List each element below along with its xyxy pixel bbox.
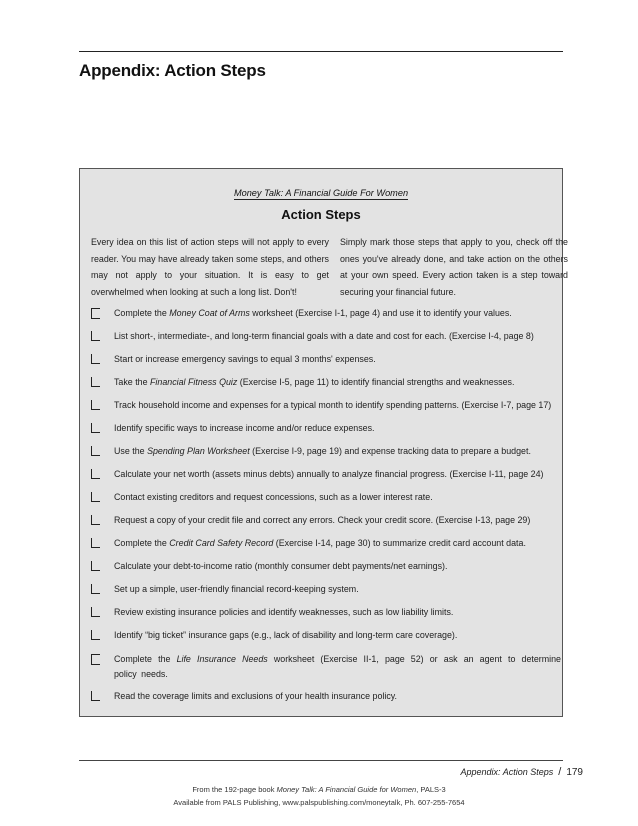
step-item: Complete the Life Insurance Needs worksheet (Exercise II-1, page 52) or ask an agent to determine policy needs. [91,652,561,682]
checkbox-icon[interactable] [91,515,100,525]
checkbox-icon[interactable] [91,630,100,640]
step-item: List short-, intermediate-, and long-term financial goals with a date and cost for each. (Exercise I-4, page 8) [91,329,561,344]
intro-left: Every idea on this list of action steps will not apply to every reader. You may have already taken some steps, and others may not apply to your situation. It is easy to get overwhelmed when looking at such a long list. Don't! [91,237,329,297]
step-item: Take the Financial Fitness Quiz (Exercise I-5, page 11) to identify financial strengths and weaknesses. [91,375,561,390]
footer-separator: / [558,766,562,778]
step-item: Request a copy of your credit file and correct any errors. Check your credit score. (Exercise I-13, page 29) [91,513,561,528]
running-footer [461,766,583,778]
availability-line: Available from PALS Publishing, www.palspublishing.com/moneytalk, Ph. 607-255-7654 [173,798,465,807]
checkbox-icon[interactable] [91,331,100,341]
step-item: Review existing insurance policies and identify weaknesses, such as low liability limits. [91,605,561,620]
step-item: Start or increase emergency savings to equal 3 months' expenses. [91,352,561,367]
panel-heading: Action Steps [281,207,361,222]
source-line: From the 192-page book Money Talk: A Financial Guide for Women, PALS-3 [192,785,446,794]
checkbox-icon[interactable] [91,492,100,502]
checkbox-icon[interactable] [91,423,100,433]
panel-subtitle: Money Talk: A Financial Guide For Women [233,188,409,198]
checkbox-icon[interactable] [91,377,100,387]
top-rule [79,51,563,52]
page-title: Appendix: Action Steps [79,61,266,80]
checkbox-icon[interactable] [91,446,100,456]
checkbox-icon[interactable] [91,308,100,319]
step-item: Set up a simple, user-friendly financial record-keeping system. [91,582,561,597]
step-item: Track household income and expenses for a typical month to identify spending patterns. (Exercise I-7, page 17) [91,398,561,413]
step-item: Contact existing creditors and request concessions, such as a lower interest rate. [91,490,561,505]
running-title: Appendix: Action Steps [460,767,554,777]
checkbox-icon[interactable] [91,654,100,665]
checkbox-icon[interactable] [91,400,100,410]
checkbox-icon[interactable] [91,354,100,364]
step-item: Read the coverage limits and exclusions of your health insurance policy. [91,689,561,704]
checkbox-icon[interactable] [91,469,100,479]
step-item: Identify specific ways to increase income and/or reduce expenses. [91,421,561,436]
step-item: Complete the Credit Card Safety Record (Exercise I-14, page 30) to summarize credit card account data. [91,536,561,551]
checkbox-icon[interactable] [91,561,100,571]
intro-right: Simply mark those steps that apply to you, check off the ones you've already done, and take action on the others at your own speed. Every action taken is a step toward securing your financial future. [340,237,568,297]
step-item: Calculate your debt-to-income ratio (monthly consumer debt payments/net earnings). [91,559,561,574]
step-item: Calculate your net worth (assets minus debts) annually to analyze financial progress. (Exercise I-11, page 24) [91,467,561,482]
checkbox-icon[interactable] [91,607,100,617]
checkbox-icon[interactable] [91,538,100,548]
action-steps-panel [79,168,568,717]
bottom-rule [79,760,563,761]
step-item: Identify “big ticket” insurance gaps (e.g., lack of disability and long-term care coverage). [91,628,561,643]
checkbox-icon[interactable] [91,691,100,701]
step-item: Use the Spending Plan Worksheet (Exercise I-9, page 19) and expense tracking data to prepare a budget. [91,444,561,459]
step-item: Complete the Money Coat of Arms worksheet (Exercise I-1, page 4) and use it to identify your values. [91,306,561,321]
checkbox-icon[interactable] [91,584,100,594]
page-number: 179 [566,767,583,778]
